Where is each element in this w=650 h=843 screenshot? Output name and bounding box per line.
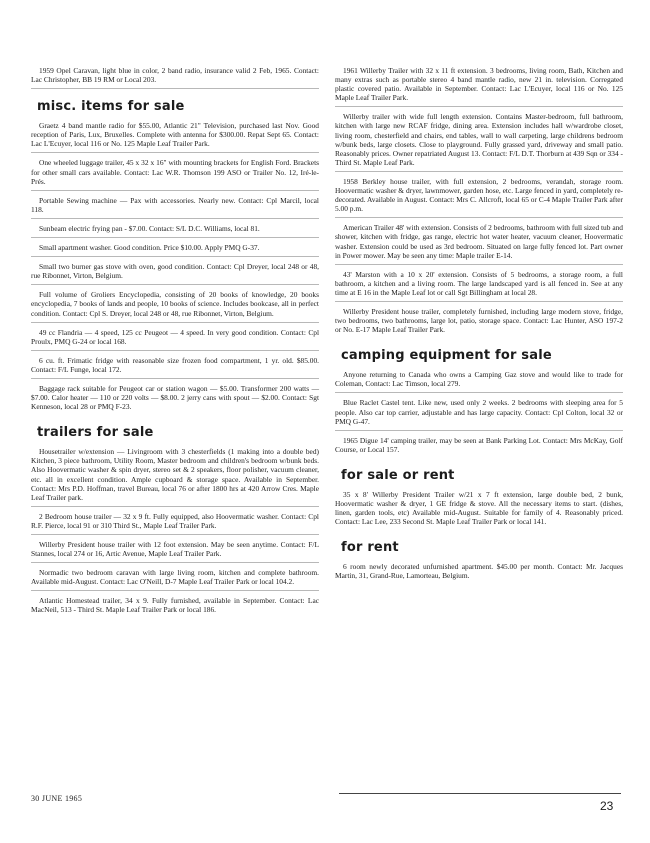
listing-misc xyxy=(31,354,319,379)
footer-date: 30 JUNE 1965 xyxy=(31,794,83,803)
listing-text: 1958 Berkley house trailer, with full extension, 2 bedrooms, verandah, storage room. Hoovermatic washer & dryer, lawnmower, garden hose, etc. Large fenced in yard, completely re-decorated. Available in August. Contact: Mrs C. Allcroft, local 65 or C-4 Maple Trailer Park after 5.00 p.m. xyxy=(335,176,623,214)
listing-misc xyxy=(31,194,319,219)
listing-text: 35 x 8' Willerby President Trailer w/21 x 7 ft extension, large double bed, 2 bunk, Hoovermatic washer & dryer, 1 GE fridge & stove. All the necessary items to start. (dishes, linen, garden tools, etc) Available mid-August. Suitable for family of 4. Reasonably priced. Contact: Lac Lee, 233 Second St. Maple Leaf Trailer Park or local 141. xyxy=(335,489,623,527)
listing-sale-or-rent xyxy=(335,488,623,530)
listing-trailer xyxy=(31,566,319,591)
listing-text: Portable Sewing machine — Pax with accessories. Nearly new. Contact: Cpl Marcil, local 118. xyxy=(31,195,319,214)
listing-misc xyxy=(31,288,319,322)
listing-text: 6 room newly decorated unfurnished apartment. $45.00 per month. Contact: Mr. Jacques Martin, 31, Grand-Rue, Lamorteau, Belgium. xyxy=(335,562,623,581)
listing-text: 49 cc Flandria — 4 speed, 125 cc Peugeot — 4 speed. In very good condition. Contact: Cpl Proulx, PMQ G-24 or local 168. xyxy=(31,327,319,346)
listing-text: Blue Raclet Castel tent. Like new, used only 2 weeks. 2 bedrooms with sleeping area for 5 people. Also car top carrier, adjustable and has large capacity. Contact: Cpl Colton, local 32 or PMQ G-47. xyxy=(335,398,623,426)
listing-text: 1959 Opel Caravan, light blue in color, 2 band radio, insurance valid 2 Feb, 1965. Contact: Lac Christopher, BB 19 RM or Local 203. xyxy=(31,66,319,85)
right-column xyxy=(335,64,623,587)
listing-trailer xyxy=(31,510,319,535)
listing-misc xyxy=(31,382,319,415)
section-heading-sale-or-rent: for sale or rent xyxy=(341,467,455,483)
listing-misc xyxy=(31,119,319,153)
listing-text: Willerby President house trailer, completely furnished, including large modern stove, fridge, two bedrooms, two bathrooms, large lot, patio, storage space. Contact: Lac Hunter, ASO 197-2 or No. E-17 Maple Leaf Trailer Park. xyxy=(335,306,623,335)
listing-text: 6 cu. ft. Frimatic fridge with reasonable size frozen food compartment, 1 yr. old. $85.00. Contact: F/L Funge, local 172. xyxy=(31,355,319,374)
footer-divider xyxy=(339,793,621,794)
listing-text: 1961 Willerby Trailer with 32 x 11 ft extension. 3 bedrooms, living room, Bath, Kitchen and many extras such as portable stereo 4 band mantle radio, new 21 in. television. Corregated plastic covered patio. Available in September. Contact: Lac L'Ecuyer, local 116 or No. 125 Maple Leaf Trailer Park. xyxy=(335,66,623,103)
listing-text: Normadic two bedroom caravan with large living room, kitchen and complete bathroom. Available mid-August. Contact: Lac O'Neill, D-7 Maple Leaf Trailer Park or local 104.2. xyxy=(31,568,319,587)
listing-misc xyxy=(31,156,319,190)
listing-text: Sunbeam electric frying pan - $7.00. Contact: S/L D.C. Williams, local 81. xyxy=(39,223,260,233)
listing-trailer xyxy=(335,64,623,107)
listing-text: Anyone returning to Canada who owns a Camping Gaz stove and would like to trade for Coleman, Contact: Lac Timson, local 279. xyxy=(335,370,623,389)
section-heading-trailers: trailers for sale xyxy=(37,425,154,441)
listing-text: 1965 Digue 14' camping trailer, may be seen at Bank Parking Lot. Contact: Mrs McKay, Golf Course, or Local 157. xyxy=(335,435,623,454)
listing-text: One wheeled luggage trailer, 45 x 32 x 16" with mounting brackets for English Ford. Brackets for other small cars available. Contact: Lac W.R. Thomson 199 ASO or Trailer No. 12, Iré-le-Prés. xyxy=(31,158,319,186)
listing-text: Atlantic Homestead trailer, 34 x 9. Fully furnished, available in September. Contact: Lac MacNeil, 513 - Third St. Maple Leaf Trailer Park or local 186. xyxy=(31,596,319,615)
listing-text: Housetrailer w/extension — Livingroom with 3 chesterfields (1 making into a double bed) Kitchen, 3 piece bathroom, Utility Room, Master bedroom and children's bedroom w/bunk beds. Also Hoovermatic washer & spin dryer, stereo set & 2 speakers, floor polisher, vacuum cleaner, etc. all in excellent condition. Ample cupboard & storage space. Available in September. Contact: Mrs P.D. Hoffman, travel Bureau, local 76 or after 1800 hrs at 420 Arrow Cres. Maple Leaf Trailer park. xyxy=(31,447,319,502)
page-number: 23 xyxy=(600,799,614,813)
left-column xyxy=(31,64,319,622)
listing-trailer xyxy=(335,175,623,218)
listing-trailer xyxy=(335,305,623,338)
listing-trailer xyxy=(335,110,623,172)
listing-text: 43' Marston with a 10 x 20' extension. Consists of 5 bedrooms, a storage room, a full bathroom, a kitchen and a living room. The large landscaped yard is all fenced in. See at any time at E 16 in the Maple Leaf lot or call Sgt Billingham at local 28. xyxy=(335,269,623,297)
listing-top-opel xyxy=(31,64,319,89)
listing-text: Willerby President house trailer with 12 foot extension. May be seen anytime. Contact: F/L Stannes, local 274 or 16, Artic Avenue, Maple Leaf Trailer Park. xyxy=(31,540,319,559)
listing-trailer xyxy=(31,538,319,563)
listing-trailer xyxy=(335,221,623,264)
listing-misc xyxy=(31,260,319,285)
listing-camping xyxy=(335,434,623,458)
listing-trailer xyxy=(335,268,623,302)
listing-rent xyxy=(335,560,623,584)
section-heading-misc: misc. items for sale xyxy=(37,99,185,115)
listing-trailer xyxy=(31,594,319,618)
listing-camping xyxy=(335,396,623,430)
listing-text: Baggage rack suitable for Peugeot car or station wagon — $5.00. Transformer 200 watts — $7.00. Calor heater — 110 or 220 volts — $8.00. 2 jerry cans with spout — $2.00. Contact: Sgt Kenneson, local 28 or PMQ F-23. xyxy=(31,383,319,412)
listing-trailer xyxy=(31,445,319,507)
section-heading-camping: camping equipment for sale xyxy=(341,348,552,364)
section-heading-for-rent: for rent xyxy=(341,540,399,556)
listing-misc xyxy=(31,326,319,351)
listing-text: 2 Bedroom house trailer — 32 x 9 ft. Fully equipped, also Hoovermatic washer. Contact: Cpl R.F. Pierce, local 91 or 310 Third St., Maple Leaf Trailer Park. xyxy=(31,511,319,530)
listing-text: Small apartment washer. Good condition. Price $10.00. Apply PMQ G-37. xyxy=(39,243,260,253)
listing-text: Graetz 4 band mantle radio for $55.00, Atlantic 21" Television, purchased last Nov. Good reception of Paris, Lux, Bruxelles. Complete with antenna for $300.00. Repat Sept 65. Contact: Lac L'Ecuyer, local 116 or No. 125 Maple Leaf Trailer Park. xyxy=(31,121,319,149)
listing-text: Willerby trailer with wide full length extension. Contains Master-bedroom, full bathroom, kitchen with large new RCAF fridge, dining area. Extension includes hall w/wardrobe closet, living room, chesterfield and chairs, end tables, wall to wall carpeting, large childrens bedroom w/bunk beds, large closets. Close to playground. Fully grassed yard, driveway and small patio. Reasonably prices. Owner repatriated August 13. Contact: F/L D.T. Thorburn at 439 Sqn or 334 - Third St. Maple Leaf Park. xyxy=(335,112,623,167)
listing-text: Small two burner gas stove with oven, good condition. Contact: Cpl Dreyer, local 248 or 48, rue Ribonnet, Virton, Belgium. xyxy=(31,262,319,281)
listing-text: American Trailer 48' with extension. Consists of 2 bedrooms, bathroom with full sized tub and shower, kitchen with fridge, gas range, electric hot water heater, vacuum cleaner, Hoovermatic washer. Extension could be used as 3rd bedroom. Situated on large fully fenced lot. Part owner in Power mower. May be seen any time: Maple trailer E-14. xyxy=(335,223,623,260)
listing-camping xyxy=(335,368,623,393)
listing-misc xyxy=(31,222,319,238)
listing-misc xyxy=(31,241,319,257)
listing-text: Full volume of Groliers Encyclopedia, consisting of 20 books of knowledge, 20 books encyclopedia, 7 books of lands and people, 10 books of science. Includes bookcase, all in perfect condition. Contact: Cpl S. Dreyer, local 248 or 48, rue Ribonnet, Virton, Belgium. xyxy=(31,290,319,318)
